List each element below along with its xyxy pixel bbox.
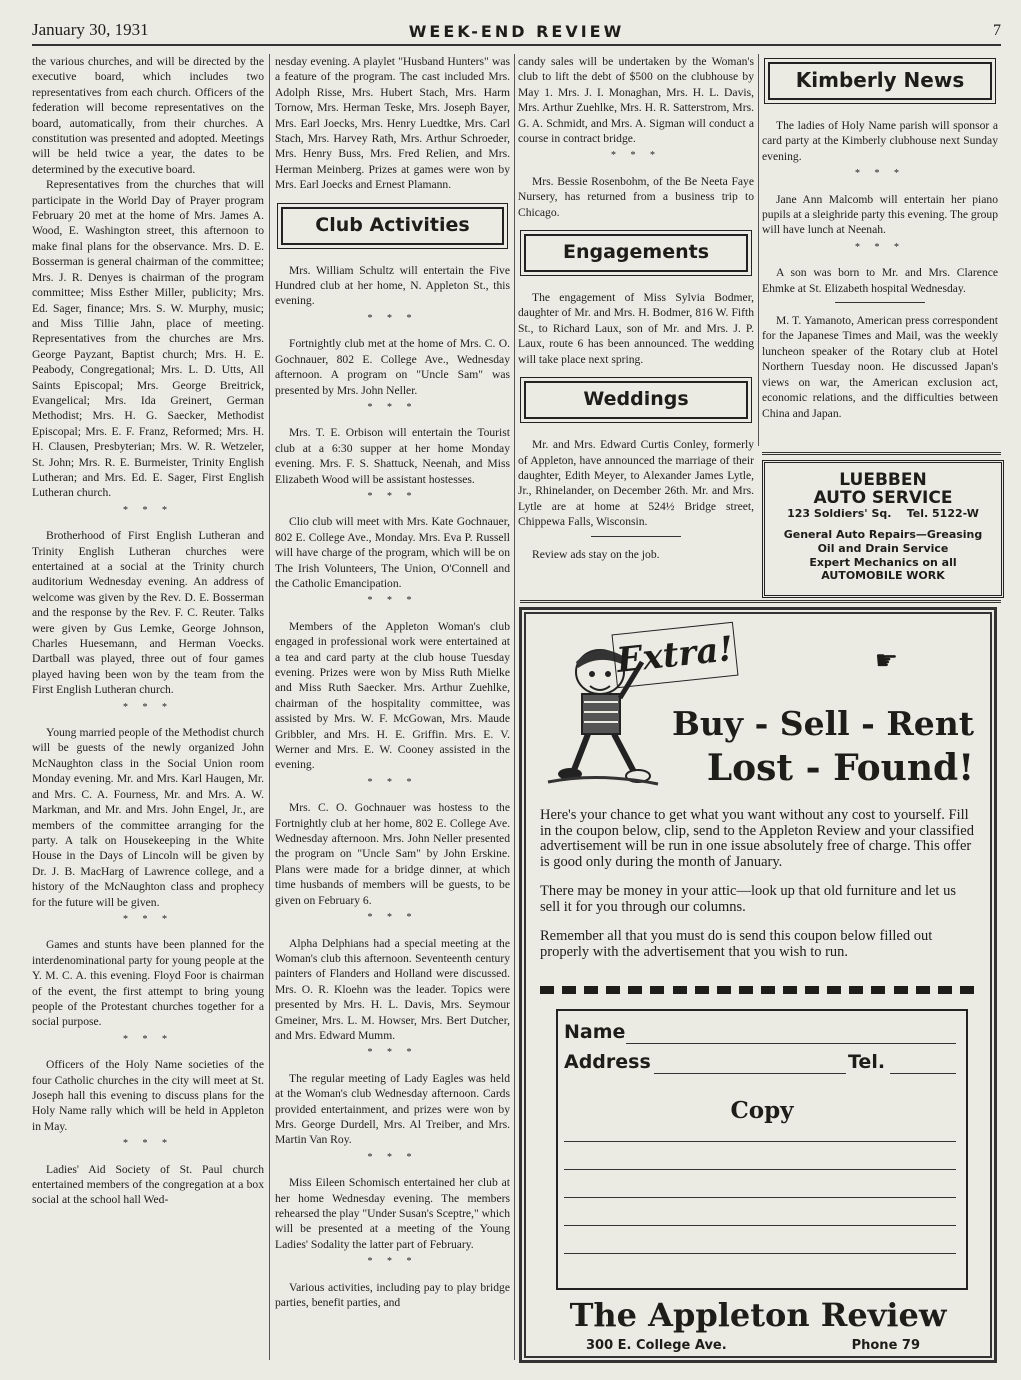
article-paragraph: Miss Eileen Schomisch entertained her club at her home Wednesday evening. The members rehearsed the play "Under Susan's Sceptre," which will be presented at a meeting of the Young Ladies' Sodality the latter part of February. [275, 1176, 510, 1251]
short-rule [591, 536, 681, 537]
publisher-address: 300 E. College Ave. [586, 1338, 727, 1353]
article-paragraph: Various activities, including pay to play bridge parties, benefit parties, and [275, 1280, 510, 1310]
article-paragraph: Members of the Appleton Woman's club engaged in professional work were entertained at a tea and card party at the club house Tuesday evening. Prizes were won by Miss Ruth Mielke and Miss Ruth Saecker. Mrs. Arthur Zuehlke, chairman of the hospitality committee, was assisted by Mrs. W. F. McGowan, Mrs. Maude Gribbler, and Mrs. H. E. Griffin. Mrs. E. V. Werner and Mrs. E. W. Cooney assisted in the evening. [275, 619, 510, 772]
publication-title: WEEK-END REVIEW [408, 22, 625, 41]
separator-stars: * * * [855, 241, 905, 253]
publisher-name: The Appleton Review [569, 1296, 947, 1334]
coupon-tel-label: Tel. [848, 1051, 886, 1073]
ad-service-line: General Auto Repairs—Greasing [783, 528, 983, 541]
ad-phone: Tel. 5122-W [906, 507, 979, 520]
article-paragraph: the various churches, and will be directed by the executive board, which includes two representatives from each church. Officers of the federation will become representatives on the board, automatically, from their churches. A constitution was presented and adopted. Meetings will be held twice a year, the dates to be determined by the executive board. [32, 55, 264, 176]
article-paragraph: Alpha Delphians had a special meeting at the Woman's club this afternoon. Seventeenth century painters of Flanders and Holland were discussed. Mrs. O. R. Kloehn was the leader. Topics were presented by Mrs. H. L. Davis, Mrs. Seymour Gmeiner, Mrs. L. M. Howser, Mrs. Bert Dutcher, and Mrs. Edward Mumm. [275, 936, 510, 1042]
ad-headline [672, 702, 974, 790]
copy-line[interactable] [564, 1141, 956, 1142]
ad-body [540, 808, 974, 974]
article-paragraph: Brotherhood of First English Lutheran and Trinity English Lutheran churches were entertained at a social at the Trinity church auditorium Wednesday evening. An address of welcome was given by the Rev. D. E. Bosserman and the response by the Rev. F. C. Reuter. Talks were given by Gus Lemke, George Johnson, Charles Huesemann, and Herman Voecks. Dartball was played, three out of four games played having been won by the team from the First English Lutheran church. [32, 529, 264, 697]
article-paragraph: Young married people of the Methodist church will be guests of the newly organized John McNaughton class in the Social Union room Monday evening. Mr. and Mrs. Karl Haugen, Mr. and Mrs. C. A. Fourness, Mr. and Mrs. A. W. Markman, and Mr. and Mrs. John Engel, Jr., are members of the committee arranging for the party. A talk on Housekeeping in the White House in the Days of Lincoln will be given by Dr. J. B. MacHarg of Lawrence college, and a history of the McNaughton class and prophecy for the future will be given. [32, 726, 264, 909]
separator-stars: * * * [367, 595, 418, 607]
kimberly-news-heading: Kimberly News [768, 62, 992, 100]
article-paragraph: Games and stunts have been planned for the interdenominational party for young people at the Y. M. C. A. this evening. Floyd Foor is chairman of the event, the first attempt to bring young people of the Protestant churches together for a social purpose. [32, 938, 264, 1029]
ad-service-line: Expert Mechanics on all [809, 556, 957, 569]
separator-stars: * * * [367, 401, 418, 413]
clip-line [540, 986, 974, 994]
column-3 [518, 54, 754, 602]
column-4 [762, 54, 998, 452]
short-rule [835, 302, 925, 303]
extra-banner: Extra! [612, 622, 739, 688]
classified-ad [520, 608, 996, 1362]
article-paragraph: The regular meeting of Lady Eagles was held at the Woman's club Wednesday afternoon. Cards provided entertainment, and prizes were won by Mrs. George Durdell, Mrs. Al Treiber, and Mrs. Martin Van Roy. [275, 1071, 510, 1147]
article-paragraph: candy sales will be undertaken by the Woman's club to lift the debt of $500 on the clubhouse by May 1. Mrs. J. I. Monaghan, Mrs. H. L. Davis, Mrs. Arthur Zuehlke, Mrs. H. R. Satterstrom, Mrs. G. A. Schmidt, and Mrs. A. Sigman will conduct a course in contract bridge. [518, 55, 754, 146]
copy-line[interactable] [564, 1197, 956, 1198]
ad-service-line: AUTOMOBILE WORK [821, 569, 945, 582]
article-paragraph: Fortnightly club met at the home of Mrs. C. O. Gochnauer, 802 E. College Ave., Wednesday afternoon. A program on "Uncle Sam" was presented by Mrs. John Neller. [275, 337, 510, 397]
separator-stars: * * * [123, 1033, 173, 1045]
copy-line[interactable] [564, 1253, 956, 1254]
article-paragraph: Mrs. T. E. Orbison will entertain the Tourist club at a 6:30 supper at her home Monday evening. Mrs. F. S. Shattuck, Neenah, and Miss Elizabeth Wood will be assistant hostesses. [275, 426, 510, 486]
footer-note: Review ads stay on the job. [532, 547, 660, 561]
article-paragraph: Clio club will meet with Mrs. Kate Gochnauer, 802 E. College Ave., Monday. Mrs. Eva P. Russell will have charge of the program, which will be on The Irish Volunteers, The Union, O'Connell and the Catholic Emancipation. [275, 515, 510, 590]
article-paragraph: Mr. and Mrs. Edward Curtis Conley, formerly of Appleton, have announced the marriage of their daughter, Edith Meyer, to Alexander James Lytle, Jr., Rhinelander, on December 26th. Mr. and Mrs. Lytle are at home at 524½ Bridge street, Chippewa Falls, Wisconsin. [518, 438, 754, 529]
article-paragraph: Representatives from the churches that will participate in the World Day of Prayer program February 20 met at the home of Mrs. James A. Wood, E. Washington street, this afternoon to make final plans for the observance. Mrs. D. E. Bosserman is general chairman of the committee; Mrs. J. R. Denyes is chairman of the program committee; Miss Esther Miller, publicity; Mrs. Ed. Sager, finance; Mrs. S. W. Murphy, music; and Miss Tillie Jahn, place of meeting. Representatives from the churches are Mrs. George Payzant, Baptist church; Mrs. H. E. Peabody, Congregational; Mrs. L. D. Utts, All Saints Episcopal; Mrs. George Breitrick, Evangelical; Mrs. Ida Greinert, German Methodist; Mrs. H. G. Saecker, Methodist Episcopal; Mrs. E. F. Franz, Reformed; Mrs. H. H. Clausen, Presbyterian; Mrs. W. R. Wetzeler, St. John; Mrs. R. E. Burmeister, Trinity English Lutheran; and Mrs. Ed. E. Sager, First English Lutheran church. [32, 178, 264, 500]
article-paragraph: Jane Ann Malcomb will entertain her piano pupils at a sleighride party this evening. The group will have lunch at Neenah. [762, 192, 998, 237]
article-paragraph: The ladies of Holy Name parish will sponsor a card party at the Kimberly clubhouse next Sunday evening. [762, 119, 998, 163]
ad-name-line2: AUTO SERVICE [813, 488, 953, 508]
address-field[interactable] [654, 1073, 846, 1074]
separator-stars: * * * [855, 168, 905, 180]
ad-paragraph: There may be money in your attic—look up that old furniture and let us sell it for you through our columns. [540, 883, 956, 915]
separator-stars: * * * [367, 1047, 418, 1059]
separator-stars: * * * [367, 312, 418, 324]
issue-date: January 30, 1931 [32, 20, 149, 39]
separator-stars: * * * [367, 1151, 418, 1163]
coupon-name-label: Name [564, 1021, 626, 1043]
article-paragraph: The engagement of Miss Sylvia Bodmer, daughter of Mr. and Mrs. H. Bodmer, 816 W. Fifth St., to Richard Laux, son of Mr. and Mrs. J. P. Laux, route 6 has been announced. The wedding will take place next spring. [518, 291, 754, 366]
article-paragraph: Officers of the Holy Name societies of the four Catholic churches in the city will meet at St. Joseph hall this evening to discuss plans for the Holy Name rally which will be held in Appleton in May. [32, 1058, 264, 1133]
column-divider [758, 54, 759, 446]
ad-headline-line1: Buy - Sell - Rent [672, 704, 974, 743]
column-divider [269, 54, 270, 1360]
tel-field[interactable] [890, 1073, 956, 1074]
ad-headline-line2: Lost - Found! [706, 747, 974, 789]
separator-stars: * * * [367, 912, 418, 924]
section-rule [762, 452, 1001, 455]
publisher-phone: Phone 79 [851, 1338, 920, 1353]
article-paragraph: Ladies' Aid Society of St. Paul church entertained members of the congregation at a box social at the school hall Wed- [32, 1162, 264, 1207]
article-paragraph: A son was born to Mr. and Mrs. Clarence Ehmke at St. Elizabeth hospital Wednesday. [762, 266, 998, 295]
club-activities-heading: Club Activities [281, 207, 504, 245]
coupon-address-label: Address [564, 1051, 651, 1073]
coupon-copy-label: Copy [730, 1097, 794, 1124]
pointing-hand-icon: ☛ [874, 646, 898, 676]
ad-address: 123 Soldiers' Sq. [787, 507, 892, 520]
separator-stars: * * * [367, 776, 418, 788]
page-number: 7 [993, 22, 1001, 39]
luebben-auto-ad [762, 460, 1004, 598]
article-paragraph: Mrs. C. O. Gochnauer was hostess to the Fortnightly club at her home, 802 E. College Ave. Wednesday afternoon. Mrs. John Neller presented the program on "Uncle Sam" by John Erskine. Plans were made for a bridge dinner, at which time husbands of members will be guests, to be given on February 6. [275, 801, 510, 907]
article-paragraph: M. T. Yamanoto, American press correspondent for the Japanese Times and Mail, was the weekly luncheon speaker of the Rotary club at Hotel Northern Tuesday noon. He discussed Japan's views on war, the American exclusion act, economic relations, and the difficulties between China and Japan. [762, 314, 998, 420]
separator-stars: * * * [367, 1256, 418, 1268]
article-paragraph: Mrs. Bessie Rosenbohm, of the Be Neeta Faye Nursery, has returned from a business trip to Chicago. [518, 174, 754, 219]
article-paragraph: nesday evening. A playlet "Husband Hunters" was a feature of the program. The cast included Mrs. Adolph Risse, Mrs. Hubert Stach, Mrs. Harm Tornow, Mrs. Herman Teske, Mrs. Joseph Bayer, Mrs. Earl Joecks, Mrs. Henry Luedtke, Mrs. Carl Stach, Mrs. Harvey Rath, Mrs. Arthur Schroeder, Mrs. Henry Buss, Mrs. Fred Relien, and Mrs. Herman Meinberg. Prizes at games were won by Mrs. Earl Joecks and Ernest Plamann. [275, 55, 510, 192]
column-2 [275, 54, 510, 1360]
weddings-heading: Weddings [524, 381, 748, 419]
page-header [32, 20, 1001, 44]
section-rule [520, 600, 1001, 603]
header-rule [32, 44, 1001, 46]
separator-stars: * * * [123, 701, 173, 713]
column-1 [32, 54, 264, 1360]
ad-name-line1: LUEBBEN [839, 470, 927, 490]
separator-stars: * * * [123, 504, 173, 516]
separator-stars: * * * [123, 913, 173, 925]
copy-line[interactable] [564, 1169, 956, 1170]
ad-contact [765, 507, 1001, 520]
name-field[interactable] [626, 1043, 956, 1044]
column-divider [514, 54, 515, 1360]
separator-stars: * * * [367, 490, 418, 502]
ad-paragraph: Remember all that you must do is send this coupon below filled out properly with the advertisement that you wish to run. [540, 928, 933, 960]
ad-service-line: Oil and Drain Service [817, 542, 949, 555]
separator-stars: * * * [611, 150, 661, 162]
article-paragraph: Mrs. William Schultz will entertain the Five Hundred club at her home, N. Appleton St., this evening. [275, 263, 510, 308]
separator-stars: * * * [123, 1138, 173, 1150]
copy-line[interactable] [564, 1225, 956, 1226]
ad-paragraph: Here's your chance to get what you want without any cost to yourself. Fill in the coupon below, clip, send to the Appleton Review and your classified advertisement will be run in one issue absolutely free of charge. This offer is good only during the month of January. [540, 807, 974, 870]
engagements-heading: Engagements [524, 234, 748, 272]
coupon-form [556, 1009, 968, 1290]
